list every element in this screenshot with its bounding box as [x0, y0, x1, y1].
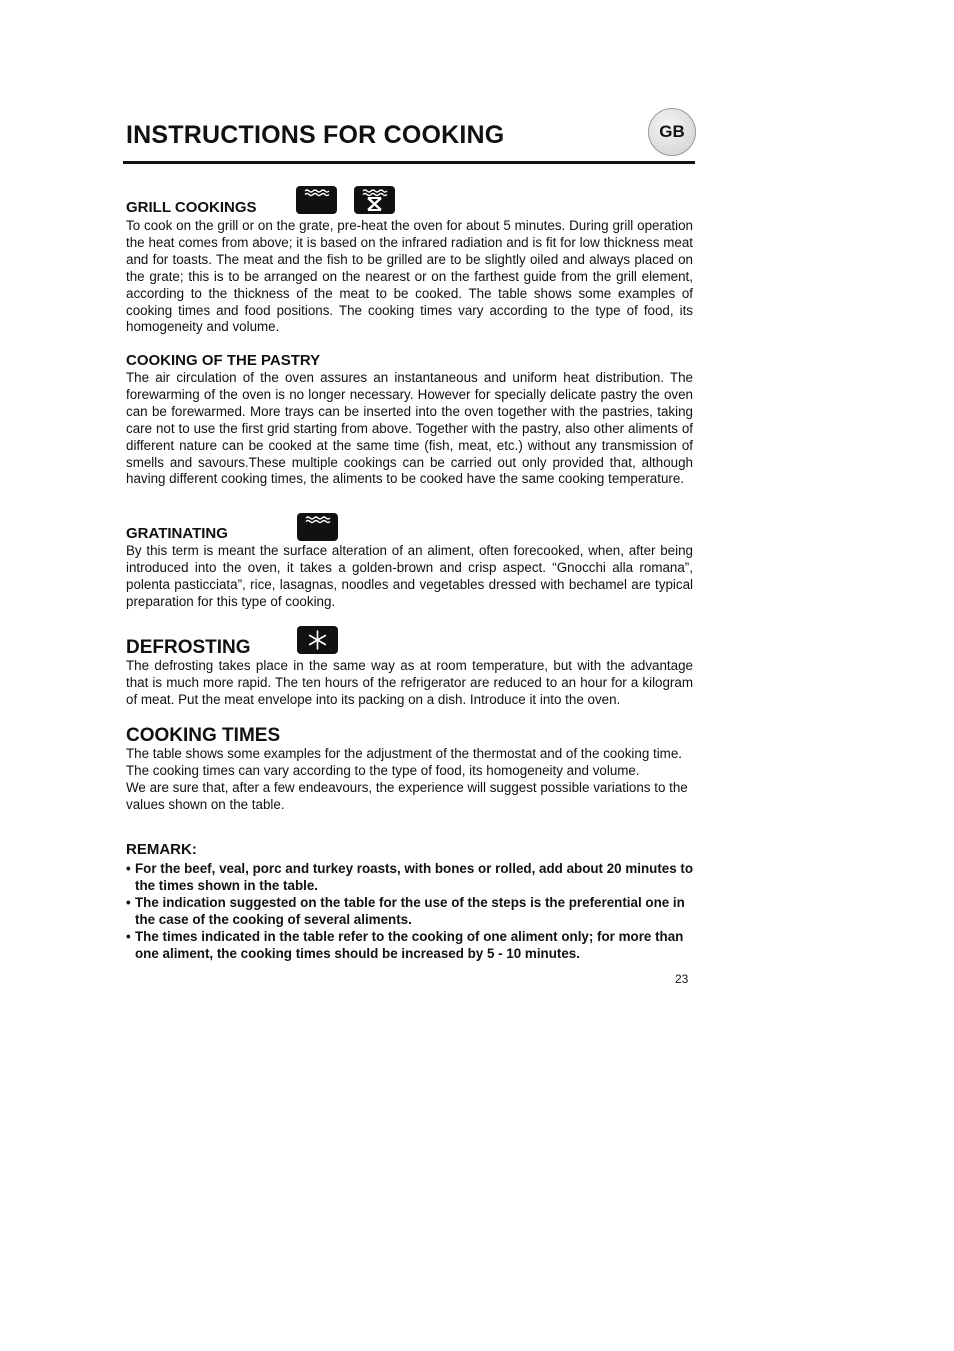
grill-cookings-text: To cook on the grill or on the grate, pre-heat the oven for about 5 minutes. During grill operation the heat comes from above; it is based on the infrared radiation and is fit for low thickness meat and for toasts. The meat and the fish to be grilled are to be slightly oiled and always placed on the grate; this is to be arranged on the nearest or on the farthest guide from the grill element, according to the thickness of the meat to be cooked. The table shows some examples of cooking times and food positions. The cooking times vary according to the type of food, its homogeneity and volume. — [126, 218, 693, 335]
cooking-times-text-1: The table shows some examples for the adjustment of the thermostat and of the cooking time. — [126, 746, 683, 761]
gratinating-heading: GRATINATING — [126, 525, 228, 542]
cooking-times-text-3: We are sure that, after a few endeavours, the experience will suggest possible variations to the values shown on the table. — [126, 779, 688, 812]
snowflake-icon — [297, 626, 338, 654]
pastry-text: The air circulation of the oven assures an instantaneous and uniform heat distribution. The forewarming of the oven is no longer necessary. However for specially delicate pastry the oven can be forewarmed. More trays can be inserted into the oven together with the pastries, taking care not to use the first grid starting from above. Together with the pastry, also other aliments of different nature can be cooked at the same time (fish, meat, etc.) without any transmission of smells and savours.These multiple cookings can be carried out only provided that, although having different cooking times, the aliments to be cooked have the same cooking temperature. — [126, 370, 693, 487]
defrosting-text: The defrosting takes place in the same way as at room temperature, but with the advantage that is much more rapid. The ten hours of the refrigerator are reduced to an hour for a kilogram of meat. Put the meat envelope into its packing on a dish. Introduce it into the oven. — [126, 658, 693, 707]
gratinating-section — [126, 525, 693, 611]
pastry-heading: COOKING OF THE PASTRY — [126, 352, 321, 369]
title-divider — [123, 161, 695, 164]
pastry-section — [126, 352, 693, 488]
grill-icon — [297, 513, 338, 541]
cooking-times-text-2: The cooking times can vary according to the type of food, its homogeneity and volume. — [126, 762, 640, 778]
defrosting-section — [126, 638, 693, 709]
remark-heading: REMARK: — [126, 841, 197, 858]
remark-item: • The times indicated in the table refer to the cooking of one aliment only; for more than one aliment, the cooking times should be increased by 5 - 10 minutes. — [126, 928, 684, 961]
gratinating-text: By this term is meant the surface alteration of an aliment, often forecooked, when, after being introduced into the oven, it takes a golden-brown and crisp aspect. “Gnocchi alla romana”, polenta pasticciata”, rice, lasagnas, noodles and vegetables dressed with bechamel are typical preparation for this type of cooking. — [126, 543, 693, 609]
page-number: 23 — [675, 972, 689, 986]
grill-fan-icon — [354, 186, 395, 214]
page-title: INSTRUCTIONS FOR COOKING — [126, 121, 505, 149]
remark-item: • The indication suggested on the table for the use of the steps is the preferential one in the case of the cooking of several aliments. — [126, 894, 685, 927]
remark-list — [126, 861, 698, 962]
grill-cookings-heading: GRILL COOKINGS — [126, 199, 257, 216]
grill-cookings-section — [126, 199, 693, 336]
cooking-times-section — [126, 726, 693, 814]
language-badge: GB — [648, 108, 696, 156]
remark-section — [126, 841, 698, 962]
cooking-times-heading: COOKING TIMES — [126, 725, 281, 746]
defrosting-heading: DEFROSTING — [126, 637, 251, 658]
remark-item: • For the beef, veal, porc and turkey roasts, with bones or rolled, add about 20 minutes to the times shown in the table. — [126, 861, 694, 893]
grill-icon — [296, 186, 337, 214]
